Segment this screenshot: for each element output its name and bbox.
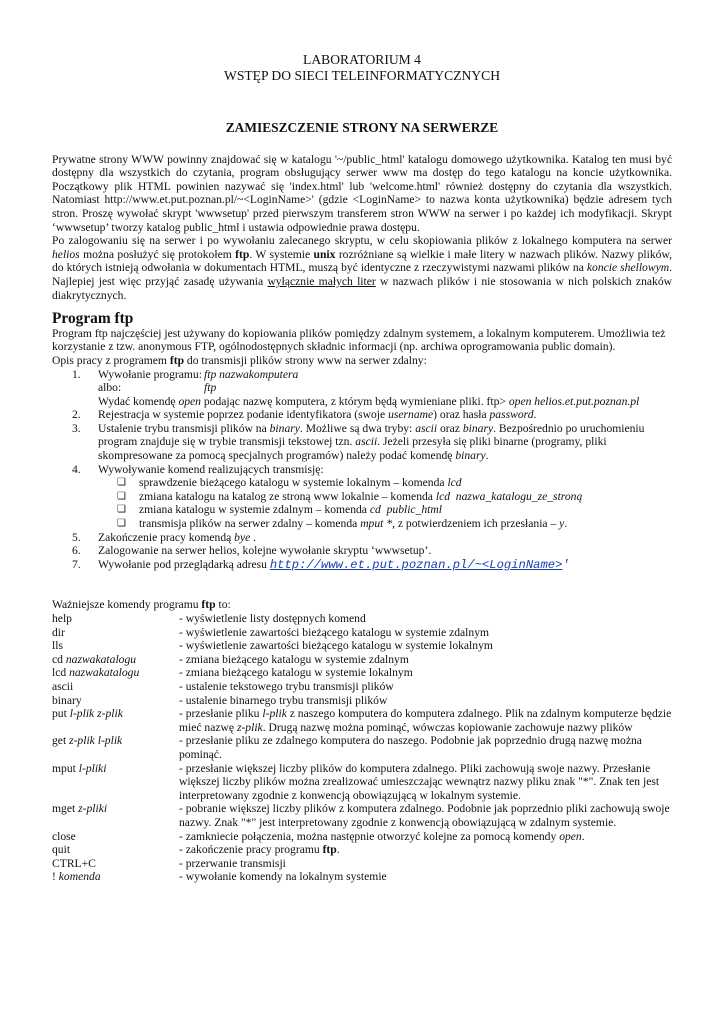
intro-paragraph-2: Po zalogowaniu się na serwer i po wywołaniu zalecanego skryptu, w celu skopiowania plików z lokalnego komputera na serwer helios można posłużyć się protokołem ftp. W systemie unix rozróżniane są wielkie i małe litery w nazwach plików. Nazwy plików, do których istnieją odwołania w dokumentach HTML, muszą być identyczne z rzeczywistymi nazwami plików na koncie shellowym. Najlepiej jest więc przyjąć zasadę używania wyłącznie małych liter w nazwach plików i nie stosowania w nich polskich znaków diakrytycznych. <box>52 234 672 302</box>
step-2: 2. Rejestracja w systemie poprzez podanie identyfikatora (swoje username) oraz hasła password. <box>72 408 537 422</box>
course-title: WSTĘP DO SIECI TELEINFORMATYCZNYCH <box>223 68 501 83</box>
command-row-help: help - wyświetlenie listy dostępnych komend <box>52 612 366 625</box>
section-heading-ftp: Program ftp <box>52 310 134 328</box>
ftp-paragraph-2: Opis pracy z programem ftp do transmisji plików strony www na serwer zdalny: <box>52 353 427 367</box>
step-1: 1. Wywołanie programu: ftp nazwakomputera <box>72 367 299 381</box>
command-row-bang: ! komenda - wywołanie komendy na lokalnym systemie <box>52 870 387 884</box>
lab-title: LABORATORIUM 4 <box>303 52 421 67</box>
command-row-cd: cd nazwakatalogu - zmiana bieżącego katalogu w systemie zdalnym <box>52 652 409 666</box>
step-4: 4. Wywoływanie komend realizujących transmisję: <box>72 462 324 476</box>
command-row-put: put l-plik z-plik - przesłanie pliku l-plik z naszego komputera do komputera zdalnego. Plik na zdalnym komputerze będzie mieć nazwę z-plik. Drugą nazwę można pominąć, wówczas kopiowanie zachowuje nazwy plików <box>52 707 672 734</box>
bullet-lcd-dir: ❏ zmiana katalogu na katalog ze stroną www lokalnie – komenda lcd nazwa_katalogu_ze_stroną <box>117 489 583 503</box>
document-page <box>52 52 672 884</box>
bullet-mput: ❏ transmisja plików na serwer zdalny – komenda mput *, z potwierdzeniem ich przesłania – y. <box>117 517 568 531</box>
command-row-mget: mget z-pliki - pobranie większej liczby plików z komputera zdalnego. Podobnie jak poprzednio pliki zachowują swoje nazwy. Znak "*" jest interpretowany zgodnie z konwencją obowiązującą w zdalnym systemie. <box>52 802 670 829</box>
command-row-get: get z-plik l-plik - przesłanie pliku ze zdalnego komputera do naszego. Podobnie jak poprzednio drugą nazwę można pominąć. <box>52 734 642 761</box>
bullet-lcd: ❏ sprawdzenie bieżącego katalogu w systemie lokalnym – komenda lcd <box>117 476 462 490</box>
step-3: 3. Ustalenie trybu transmisji plików na binary. Możliwe są dwa tryby: ascii oraz binary. Bezpośrednio po uruchomieniu program znajduje się w trybie transmisji tekstowej tzn. ascii. Jeżeli przesyła się pliki binarne (programy, pliki skompresowane za pomocą specjalnych programów) należy podać komendę binary. <box>72 421 645 463</box>
command-row-mput: mput l-pliki - przesłanie większej liczby plików do komputera zdalnego. Pliki zachowują swoje nazwy. Przesłanie większej liczby plików można zrealizować umieszczając wewnątrz nazwy pliku znak "*". Znak ten jest interpretowany zgodnie z konwencją obowiązującą w lokalnym systemie. <box>52 761 660 802</box>
command-row-binary: binary - ustalenie binarnego trybu transmisji plików <box>52 693 388 707</box>
bullet-cd: ❏ zmiana katalogu w systemie zdalnym – komenda cd public_html <box>117 503 442 517</box>
command-row-lls: lls - wyświetlenie zawartości bieżącego katalogu w systemie lokalnym <box>52 639 493 653</box>
step-5: 5. Zakończenie pracy komendą bye . <box>72 530 257 544</box>
commands-intro: Ważniejsze komendy programu ftp to: <box>52 598 231 612</box>
commands-section <box>52 598 672 883</box>
homepage-link[interactable]: http://www.et.put.poznan.pl/~<LoginName> <box>269 557 563 572</box>
command-row-lcd: lcd nazwakatalogu - zmiana bieżącego katalogu w systemie lokalnym <box>52 666 413 680</box>
step-6: 6. Zalogowanie na serwer helios, kolejne wywołanie skryptu ‘wwwsetup’. <box>72 544 432 558</box>
checkbox-bullet-icon: ❏ <box>117 490 126 502</box>
checkbox-bullet-icon: ❏ <box>117 518 126 530</box>
command-row-ctrlc: CTRL+C - przerwanie transmisji <box>52 856 286 870</box>
step-1-note: Wydać komendę open podając nazwę komputera, z którym będą wymieniane pliki. ftp> open helios.et.put.poznan.pl <box>98 394 640 408</box>
checkbox-bullet-icon: ❏ <box>117 477 126 489</box>
ftp-paragraph-1: Program ftp najczęściej jest używany do kopiowania plików pomiędzy zdalnym systemem, a lokalnym komputerem. Umożliwia też korzystanie z tzw. anonymous FTP, ogólnodostępnych składnic informacji (np. archiwa oprogramowania public domain). <box>52 326 666 354</box>
command-row-dir: dir - wyświetlenie zawartości bieżącego katalogu w systemie zdalnym <box>52 625 490 639</box>
page-title: ZAMIESZCZENIE STRONY NA SERWERZE <box>225 120 499 135</box>
intro-paragraph-1: Prywatne strony WWW powinny znajdować się w katalogu '~/public_html' katalogu domowego użytkownika. Katalog ten musi być dostępny dla wszystkich do czytania, program obsługujący serwer www ma dostęp do tego katalogu na koncie użytkownika. Początkowy plik HTML powinien nazywać się 'index.html' lub 'welcome.html' również dostępny do czytania dla wszystkich. Natomiast http://www.et.put.poznan.pl/~<LoginName>' (gdzie <LoginName> to nazwa konta użytkownika) będzie adresem tych stron. Proszę wywołać skrypt 'wwwsetup' przed pierwszym transferem stron WWW na serwer i po każdej ich modyfikacji. Skrypt ‘wwwsetup’ tworzy katalog public_html i ustawia odpowiednie prawa dostępu. <box>52 152 672 234</box>
checkbox-bullet-icon: ❏ <box>117 504 126 516</box>
command-row-close: close - zamkniecie połączenia, można następnie otworzyć kolejne za pomocą komendy open. <box>52 829 585 843</box>
step-1-alt: albo: ftp <box>98 381 217 395</box>
command-row-quit: quit - zakończenie pracy programu ftp. <box>52 843 340 857</box>
step-7: 7. Wywołanie pod przeglądarką adresu http://www.et.put.poznan.pl/~<LoginName>' <box>72 557 570 572</box>
command-row-ascii: ascii - ustalenie tekstowego trybu transmisji plików <box>52 679 394 693</box>
